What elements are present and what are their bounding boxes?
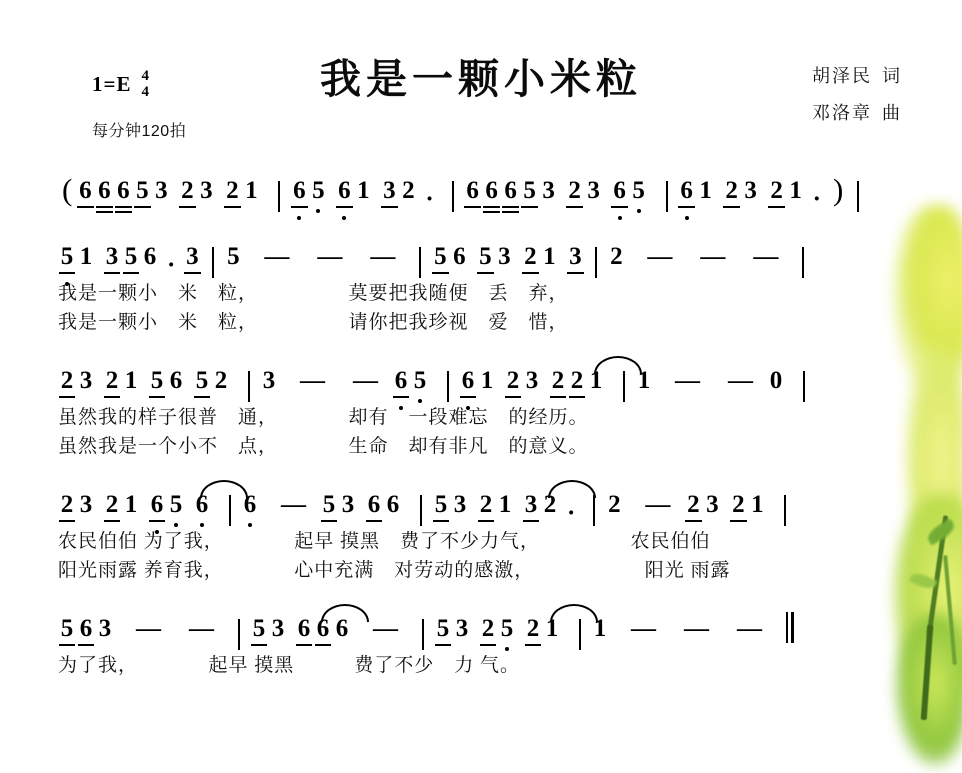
note: 5 (322, 491, 336, 518)
lyrics-line (58, 307, 922, 336)
credits-block (812, 58, 902, 132)
note: 3 (105, 243, 119, 270)
duration-dash: — (631, 615, 656, 642)
note: 2 (226, 177, 239, 204)
barline (278, 181, 280, 212)
music-system (0, 480, 962, 584)
composer-role: 曲 (882, 102, 902, 123)
note: 2 (570, 367, 584, 394)
note: 1 (124, 367, 138, 394)
note: 3 (79, 491, 93, 518)
note: 2 (479, 491, 493, 518)
note: 2 (543, 491, 557, 518)
notation-row (58, 166, 922, 212)
note: 1 (79, 243, 93, 270)
barline (579, 619, 581, 650)
music-system (0, 166, 962, 212)
note: 6 (611, 178, 629, 212)
octave-down-dot (685, 216, 689, 220)
score-header (0, 0, 962, 150)
note: 6 (485, 177, 498, 204)
lyrics-line (58, 278, 922, 307)
lyrics-text: 为了我， 起早 摸黑 费了不少 力 气。 (58, 655, 521, 676)
note: 1 (480, 367, 494, 394)
duration-dash: — (281, 491, 306, 518)
barline (212, 247, 214, 278)
note: 1 (124, 491, 138, 518)
note: 5 (436, 615, 450, 642)
note: 3 (453, 491, 467, 518)
duration-dash: — (647, 243, 673, 270)
note: 3 (341, 491, 355, 518)
note: 1 (245, 177, 258, 204)
tempo-marking: 每分钟120拍 (92, 123, 187, 140)
note: 2 (214, 367, 228, 394)
note: 5 (411, 368, 429, 402)
score-body (0, 166, 962, 679)
barline (623, 371, 625, 402)
note: 5 (479, 243, 492, 270)
octave-down-dot (316, 209, 320, 213)
notation-row (58, 480, 922, 526)
note: 6 (79, 177, 92, 204)
augmentation-dot: · (425, 186, 434, 213)
note: 6 (367, 491, 381, 518)
augmentation-dot: · (567, 500, 576, 527)
barline (803, 371, 805, 402)
note: 6 (290, 178, 308, 212)
note: 5 (309, 178, 327, 212)
note: 3 (525, 367, 539, 394)
composer-line (812, 95, 902, 132)
note: 5 (434, 491, 448, 518)
augmentation-dot: · (167, 252, 176, 279)
barline (238, 619, 240, 650)
barline (666, 181, 668, 212)
note: 2 (60, 491, 74, 518)
note: 0 (769, 367, 783, 394)
lyrics-text: 虽然我的样子很普 通， 却有 一段难忘 的经历。 (58, 407, 589, 428)
barline (422, 619, 424, 650)
lyrics-text: 农民伯伯 为了我， 起早 摸黑 费了不少力气， 农民伯伯 (58, 531, 711, 552)
note: 2 (524, 243, 537, 270)
note: 2 (526, 615, 540, 642)
note: 5 (150, 367, 164, 394)
lyrics-line (58, 402, 922, 431)
note: 5 (60, 615, 74, 642)
note: 2 (687, 491, 700, 518)
note: 3 (186, 243, 199, 270)
duration-dash: — (675, 367, 700, 394)
note: 6 (148, 492, 166, 526)
note: 3 (383, 177, 396, 204)
note: 1 (357, 177, 370, 204)
note: 2 (568, 177, 581, 204)
note: 2 (481, 615, 495, 642)
note: 5 (434, 243, 447, 270)
duration-dash: — (373, 615, 398, 642)
note: 6 (466, 177, 479, 204)
music-system (0, 356, 962, 460)
note: 2 (732, 491, 745, 518)
note: 2 (105, 491, 119, 518)
octave-down-dot (342, 216, 346, 220)
note: 3 (706, 491, 719, 518)
barline (452, 181, 454, 212)
duration-dash: — (753, 243, 779, 270)
duration-dash: — (728, 367, 753, 394)
note: 3 (262, 367, 276, 394)
duration-dash: — (317, 243, 343, 270)
note: 5 (523, 177, 536, 204)
note: 6 (169, 367, 183, 394)
note: 3 (569, 243, 582, 270)
composer-name: 邓洛章 (812, 102, 872, 123)
octave-down-dot (618, 216, 622, 220)
note: 1 (593, 615, 607, 642)
barline (420, 495, 422, 526)
barline (419, 247, 421, 278)
note: 1 (589, 367, 603, 394)
time-signature-denominator: 4 (141, 83, 149, 100)
note: 6 (241, 492, 259, 526)
barline (595, 247, 597, 278)
notation-row (58, 604, 922, 650)
note: 6 (98, 177, 111, 204)
note: 2 (770, 177, 783, 204)
barline (857, 181, 859, 212)
note: 6 (335, 615, 349, 642)
duration-dash: — (300, 367, 325, 394)
note: 1 (498, 491, 512, 518)
note: 2 (610, 243, 623, 270)
note: 6 (678, 178, 696, 212)
note: 6 (79, 615, 93, 642)
duration-dash: — (136, 615, 161, 642)
note: 2 (608, 491, 621, 518)
barline (229, 495, 231, 526)
phrase-parenthesis: ( (62, 172, 73, 207)
duration-dash: — (700, 243, 726, 270)
note: 5 (252, 615, 266, 642)
note: 6 (297, 615, 311, 642)
note: 1 (637, 367, 651, 394)
note: 5 (195, 367, 209, 394)
note: 1 (789, 177, 802, 204)
note: 2 (506, 367, 520, 394)
final-barline (786, 612, 794, 643)
note: 3 (744, 177, 757, 204)
note: 1 (545, 615, 559, 642)
note: 3 (200, 177, 213, 204)
note: 6 (143, 243, 157, 270)
barline (784, 495, 786, 526)
note: 6 (459, 368, 477, 402)
note: 6 (335, 178, 353, 212)
duration-dash: — (737, 615, 762, 642)
lyrics-line (58, 431, 922, 460)
note: 6 (193, 492, 211, 526)
note: 3 (155, 177, 168, 204)
key-and-meter (92, 68, 149, 104)
octave-down-dot (637, 209, 641, 213)
note: 2 (181, 177, 194, 204)
duration-dash: — (370, 243, 396, 270)
note: 6 (504, 177, 517, 204)
note: 5 (58, 244, 76, 278)
note: 6 (117, 177, 130, 204)
note: 5 (227, 243, 240, 270)
note: 5 (498, 616, 516, 650)
barline (593, 495, 595, 526)
augmentation-dot: · (812, 186, 822, 213)
note: 5 (630, 178, 648, 212)
duration-dash: — (264, 243, 290, 270)
note: 3 (542, 177, 555, 204)
lyrics-text: 我是一颗小 米 粒， 莫要把我随便 丢 弃， (58, 283, 569, 304)
time-signature-numerator: 4 (141, 68, 149, 84)
lyricist-line (812, 58, 902, 95)
note: 2 (402, 177, 415, 204)
barline (248, 371, 250, 402)
note: 3 (98, 615, 112, 642)
lyricist-role: 词 (882, 66, 902, 86)
note: 2 (551, 367, 565, 394)
phrase-parenthesis: ) (833, 172, 844, 207)
music-system (0, 232, 962, 336)
notation-row (58, 232, 922, 278)
note: 6 (386, 491, 400, 518)
key-signature: 1=E (92, 72, 132, 96)
page-title: 我是一颗小米粒 (320, 56, 642, 102)
note: 2 (725, 177, 738, 204)
lyricist-name: 胡泽民 (812, 66, 872, 86)
duration-dash: — (353, 367, 378, 394)
lyrics-line (58, 555, 922, 584)
duration-dash: — (645, 491, 671, 518)
lyrics-text: 阳光雨露 养育我， 心中充满 对劳动的感激， 阳光 雨露 (58, 560, 731, 581)
note: 1 (699, 177, 712, 204)
note: 5 (124, 243, 138, 270)
octave-down-dot (297, 216, 301, 220)
note: 3 (271, 615, 285, 642)
note: 6 (316, 615, 330, 642)
note: 3 (587, 177, 600, 204)
lyrics-text: 我是一颗小 米 粒， 请你把我珍视 爱 惜， (58, 312, 569, 333)
lyrics-text: 虽然我是一个小不 点， 生命 却有非凡 的意义。 (58, 436, 589, 457)
note: 5 (136, 177, 149, 204)
note: 3 (498, 243, 511, 270)
barline (802, 247, 804, 278)
lyrics-line (58, 526, 922, 555)
notation-row (58, 356, 922, 402)
note: 1 (543, 243, 556, 270)
note: 3 (79, 367, 93, 394)
barline (447, 371, 449, 402)
time-signature (141, 69, 149, 101)
note: 2 (105, 367, 119, 394)
note: 2 (60, 367, 74, 394)
lyrics-line (58, 650, 922, 679)
note: 3 (524, 491, 538, 518)
note: 6 (453, 243, 466, 270)
note: 6 (392, 368, 410, 402)
duration-dash: — (684, 615, 709, 642)
music-system (0, 604, 962, 679)
note: 1 (751, 491, 764, 518)
note: 5 (167, 492, 185, 526)
note: 3 (455, 615, 469, 642)
duration-dash: — (189, 615, 214, 642)
